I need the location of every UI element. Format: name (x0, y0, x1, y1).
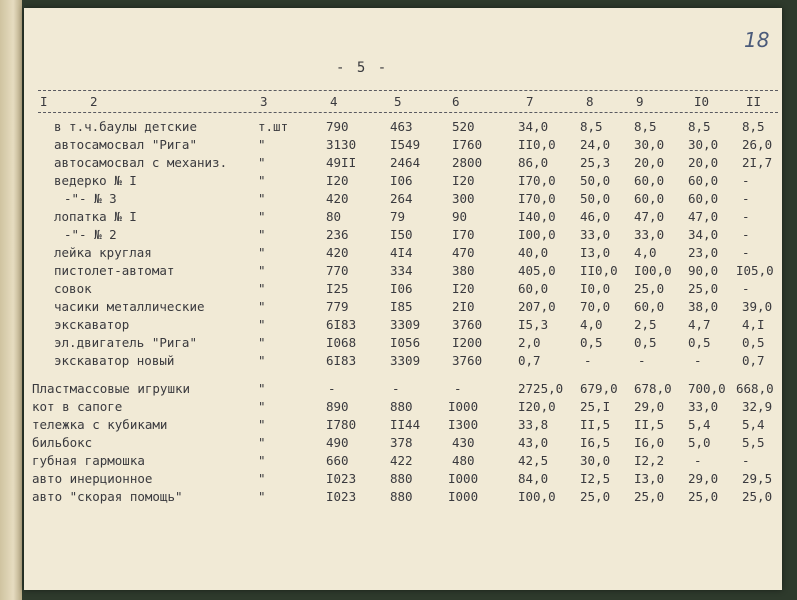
value-cell: 2I,7 (742, 155, 773, 170)
value-cell: I000 (448, 489, 479, 504)
value-cell: 779 (326, 299, 349, 314)
table-row (24, 489, 782, 507)
value-cell: 60,0 (634, 173, 665, 188)
value-cell: 770 (326, 263, 349, 278)
table-row (24, 471, 782, 489)
value-cell: I6,0 (634, 435, 665, 450)
col-header: I0 (694, 94, 710, 109)
item-name: авто "скорая помощь" (32, 489, 183, 504)
table-row (24, 227, 782, 245)
binder-edge (0, 0, 22, 600)
value-cell: 33,0 (580, 227, 611, 242)
value-cell: 0,5 (742, 335, 765, 350)
value-cell: 6I83 (326, 317, 357, 332)
item-name: авто инерционное (32, 471, 153, 486)
value-cell: 0,7 (742, 353, 765, 368)
value-cell: 3130 (326, 137, 357, 152)
value-cell: 3760 (452, 353, 483, 368)
unit-cell: " (258, 353, 266, 368)
value-cell: 490 (326, 435, 349, 450)
table-row (24, 191, 782, 209)
value-cell: 880 (390, 471, 413, 486)
document-sheet (24, 8, 782, 590)
value-cell: 25,3 (580, 155, 611, 170)
value-cell: 60,0 (688, 191, 719, 206)
value-cell: 880 (390, 489, 413, 504)
value-cell: 32,9 (742, 399, 773, 414)
value-cell: I023 (326, 489, 357, 504)
unit-cell: " (258, 263, 266, 278)
value-cell: 8,5 (742, 119, 765, 134)
value-cell: 668,0 (736, 381, 774, 396)
value-cell: I05,0 (736, 263, 774, 278)
header-rule-top (38, 90, 778, 91)
value-cell: II0,0 (518, 137, 556, 152)
value-cell: 20,0 (634, 155, 665, 170)
value-cell: - (742, 173, 750, 188)
value-cell: 38,0 (688, 299, 719, 314)
sheet-header: - 5 - (336, 60, 389, 76)
value-cell: II0,0 (580, 263, 618, 278)
value-cell: - (742, 209, 750, 224)
value-cell: 0,5 (688, 335, 711, 350)
value-cell: I2,2 (634, 453, 665, 468)
value-cell: II44 (390, 417, 421, 432)
unit-cell: " (258, 417, 266, 432)
value-cell: 2,0 (518, 335, 541, 350)
item-name: -"- № 3 (64, 191, 117, 206)
value-cell: 80 (326, 209, 342, 224)
value-cell: 33,8 (518, 417, 549, 432)
value-cell: 0,7 (518, 353, 541, 368)
value-cell: I70,0 (518, 191, 556, 206)
value-cell: 47,0 (634, 209, 665, 224)
value-cell: 60,0 (634, 299, 665, 314)
table-row (24, 263, 782, 281)
value-cell: 90,0 (688, 263, 719, 278)
value-cell: I3,0 (634, 471, 665, 486)
value-cell: 34,0 (518, 119, 549, 134)
value-cell: 405,0 (518, 263, 556, 278)
page-number: 18 (744, 28, 770, 52)
value-cell: II,5 (634, 417, 665, 432)
value-cell: 470 (452, 245, 475, 260)
value-cell: I50 (390, 227, 413, 242)
value-cell: 50,0 (580, 173, 611, 188)
item-name: лопатка № I (54, 209, 137, 224)
table-row (24, 155, 782, 173)
value-cell: 29,5 (742, 471, 773, 486)
value-cell: I20,0 (518, 399, 556, 414)
value-cell: I00,0 (634, 263, 672, 278)
value-cell: 40,0 (518, 245, 549, 260)
value-cell: I06 (390, 281, 413, 296)
value-cell: I760 (452, 137, 483, 152)
value-cell: - (392, 381, 400, 396)
value-cell: 20,0 (688, 155, 719, 170)
unit-cell: " (258, 209, 266, 224)
item-name: эл.двигатель "Рига" (54, 335, 197, 350)
value-cell: 79 (390, 209, 406, 224)
table-row (24, 137, 782, 155)
value-cell: 25,0 (688, 489, 719, 504)
value-cell: 5,4 (688, 417, 711, 432)
value-cell: 49II (326, 155, 357, 170)
col-header: 8 (586, 94, 594, 109)
item-name: экскаватор (54, 317, 130, 332)
col-header: II (746, 94, 762, 109)
value-cell: I000 (448, 471, 479, 486)
value-cell: 8,5 (688, 119, 711, 134)
value-cell: I25 (326, 281, 349, 296)
value-cell: 380 (452, 263, 475, 278)
unit-cell: " (258, 227, 266, 242)
value-cell: I85 (390, 299, 413, 314)
value-cell: 334 (390, 263, 413, 278)
value-cell: 678,0 (634, 381, 672, 396)
value-cell: I000 (448, 399, 479, 414)
table-row (24, 453, 782, 471)
unit-cell: " (258, 335, 266, 350)
col-header: 4 (330, 94, 338, 109)
item-name: губная гармошка (32, 453, 145, 468)
value-cell: 5,0 (688, 435, 711, 450)
value-cell: 0,5 (634, 335, 657, 350)
col-header: 2 (90, 94, 98, 109)
value-cell: 520 (452, 119, 475, 134)
item-name: ведерко № I (54, 173, 137, 188)
value-cell: 890 (326, 399, 349, 414)
table-row (24, 435, 782, 453)
table-row (24, 399, 782, 417)
value-cell: 86,0 (518, 155, 549, 170)
value-cell: I70 (452, 227, 475, 242)
table-row (24, 417, 782, 435)
unit-cell: " (258, 245, 266, 260)
value-cell: 34,0 (688, 227, 719, 242)
value-cell: 236 (326, 227, 349, 242)
unit-cell: " (258, 399, 266, 414)
value-cell: 2800 (452, 155, 483, 170)
table-row-section (24, 381, 782, 399)
unit-cell: " (258, 299, 266, 314)
table-row (24, 335, 782, 353)
value-cell: 30,0 (634, 137, 665, 152)
value-cell: I00,0 (518, 489, 556, 504)
unit-cell: " (258, 381, 266, 396)
value-cell: 880 (390, 399, 413, 414)
value-cell: 480 (452, 453, 475, 468)
value-cell: 84,0 (518, 471, 549, 486)
value-cell: 60,0 (688, 173, 719, 188)
value-cell: 3309 (390, 353, 421, 368)
value-cell: - (454, 381, 462, 396)
value-cell: 70,0 (580, 299, 611, 314)
col-header: 3 (260, 94, 268, 109)
value-cell: 420 (326, 245, 349, 260)
value-cell: 25,I (580, 399, 611, 414)
value-cell: I20 (452, 173, 475, 188)
col-header: I (40, 94, 48, 109)
value-cell: I549 (390, 137, 421, 152)
table-row (24, 353, 782, 371)
item-name: лейка круглая (54, 245, 152, 260)
value-cell: I780 (326, 417, 357, 432)
unit-cell: " (258, 281, 266, 296)
value-cell: 3760 (452, 317, 483, 332)
value-cell: 42,5 (518, 453, 549, 468)
value-cell: I5,3 (518, 317, 549, 332)
table-row (24, 209, 782, 227)
value-cell: 26,0 (742, 137, 773, 152)
unit-cell: " (258, 155, 266, 170)
value-cell: 5,5 (742, 435, 765, 450)
unit-cell: " (258, 173, 266, 188)
col-header: 5 (394, 94, 402, 109)
value-cell: 43,0 (518, 435, 549, 450)
item-name: автосамосвал с механиз. (54, 155, 228, 170)
value-cell: 679,0 (580, 381, 618, 396)
value-cell: 39,0 (742, 299, 773, 314)
value-cell: 33,0 (634, 227, 665, 242)
unit-cell: " (258, 471, 266, 486)
unit-cell: " (258, 191, 266, 206)
value-cell: 47,0 (688, 209, 719, 224)
value-cell: - (742, 227, 750, 242)
value-cell: 50,0 (580, 191, 611, 206)
value-cell: I20 (326, 173, 349, 188)
value-cell: 2I0 (452, 299, 475, 314)
section-name: Пластмассовые игрушки (32, 381, 191, 396)
value-cell: 30,0 (688, 137, 719, 152)
value-cell: - (742, 281, 750, 296)
column-header-row (24, 94, 782, 112)
table-row (24, 281, 782, 299)
value-cell: I068 (326, 335, 357, 350)
col-header: 9 (636, 94, 644, 109)
item-name: автосамосвал "Рига" (54, 137, 197, 152)
value-cell: 46,0 (580, 209, 611, 224)
value-cell: 6I83 (326, 353, 357, 368)
value-cell: I40,0 (518, 209, 556, 224)
table-row (24, 317, 782, 335)
value-cell: 422 (390, 453, 413, 468)
value-cell: 60,0 (518, 281, 549, 296)
value-cell: - (694, 453, 702, 468)
value-cell: 0,5 (580, 335, 603, 350)
value-cell: 8,5 (634, 119, 657, 134)
value-cell: 33,0 (688, 399, 719, 414)
item-name: совок (54, 281, 92, 296)
table-row (24, 245, 782, 263)
item-name: тележка с кубиками (32, 417, 168, 432)
value-cell: 430 (452, 435, 475, 450)
value-cell: - (694, 353, 702, 368)
value-cell: 29,0 (634, 399, 665, 414)
table-row (24, 299, 782, 317)
value-cell: 2,5 (634, 317, 657, 332)
value-cell: - (328, 381, 336, 396)
item-name: пистолет-автомат (54, 263, 175, 278)
value-cell: 25,0 (688, 281, 719, 296)
value-cell: 4,7 (688, 317, 711, 332)
value-cell: 60,0 (634, 191, 665, 206)
table-row (24, 173, 782, 191)
value-cell: 420 (326, 191, 349, 206)
value-cell: - (742, 245, 750, 260)
value-cell: I6,5 (580, 435, 611, 450)
unit-cell: " (258, 137, 266, 152)
header-rule-bottom (38, 112, 778, 113)
value-cell: 5,4 (742, 417, 765, 432)
unit-cell: " (258, 435, 266, 450)
value-cell: I3,0 (580, 245, 611, 260)
value-cell: 3309 (390, 317, 421, 332)
value-cell: 207,0 (518, 299, 556, 314)
value-cell: I023 (326, 471, 357, 486)
col-header: 7 (526, 94, 534, 109)
value-cell: 2464 (390, 155, 421, 170)
value-cell: 790 (326, 119, 349, 134)
unit-cell: " (258, 489, 266, 504)
value-cell: 378 (390, 435, 413, 450)
value-cell: - (742, 191, 750, 206)
value-cell: I00,0 (518, 227, 556, 242)
value-cell: 4,0 (580, 317, 603, 332)
value-cell: I300 (448, 417, 479, 432)
col-header: 6 (452, 94, 460, 109)
value-cell: 660 (326, 453, 349, 468)
value-cell: I70,0 (518, 173, 556, 188)
unit-cell: т.шт (258, 119, 289, 134)
value-cell: - (742, 453, 750, 468)
value-cell: I056 (390, 335, 421, 350)
value-cell: 700,0 (688, 381, 726, 396)
value-cell: 4,0 (634, 245, 657, 260)
value-cell: 23,0 (688, 245, 719, 260)
value-cell: I200 (452, 335, 483, 350)
value-cell: 8,5 (580, 119, 603, 134)
value-cell: - (584, 353, 592, 368)
value-cell: 29,0 (688, 471, 719, 486)
unit-cell: " (258, 317, 266, 332)
value-cell: 25,0 (742, 489, 773, 504)
table-row (24, 119, 782, 137)
value-cell: I06 (390, 173, 413, 188)
value-cell: 90 (452, 209, 468, 224)
value-cell: 24,0 (580, 137, 611, 152)
item-name: -"- № 2 (64, 227, 117, 242)
item-name: бильбокс (32, 435, 93, 450)
value-cell: I0,0 (580, 281, 611, 296)
item-name: в т.ч.баулы детские (54, 119, 197, 134)
value-cell: I2,5 (580, 471, 611, 486)
value-cell: 300 (452, 191, 475, 206)
unit-cell: " (258, 453, 266, 468)
value-cell: I20 (452, 281, 475, 296)
value-cell: - (638, 353, 646, 368)
value-cell: 264 (390, 191, 413, 206)
value-cell: II,5 (580, 417, 611, 432)
item-name: кот в сапоге (32, 399, 123, 414)
item-name: экскаватор новый (54, 353, 175, 368)
value-cell: 4I4 (390, 245, 413, 260)
value-cell: 30,0 (580, 453, 611, 468)
value-cell: 463 (390, 119, 413, 134)
value-cell: 25,0 (634, 489, 665, 504)
value-cell: 25,0 (580, 489, 611, 504)
value-cell: 4,I (742, 317, 765, 332)
value-cell: 2725,0 (518, 381, 564, 396)
item-name: часики металлические (54, 299, 205, 314)
value-cell: 25,0 (634, 281, 665, 296)
